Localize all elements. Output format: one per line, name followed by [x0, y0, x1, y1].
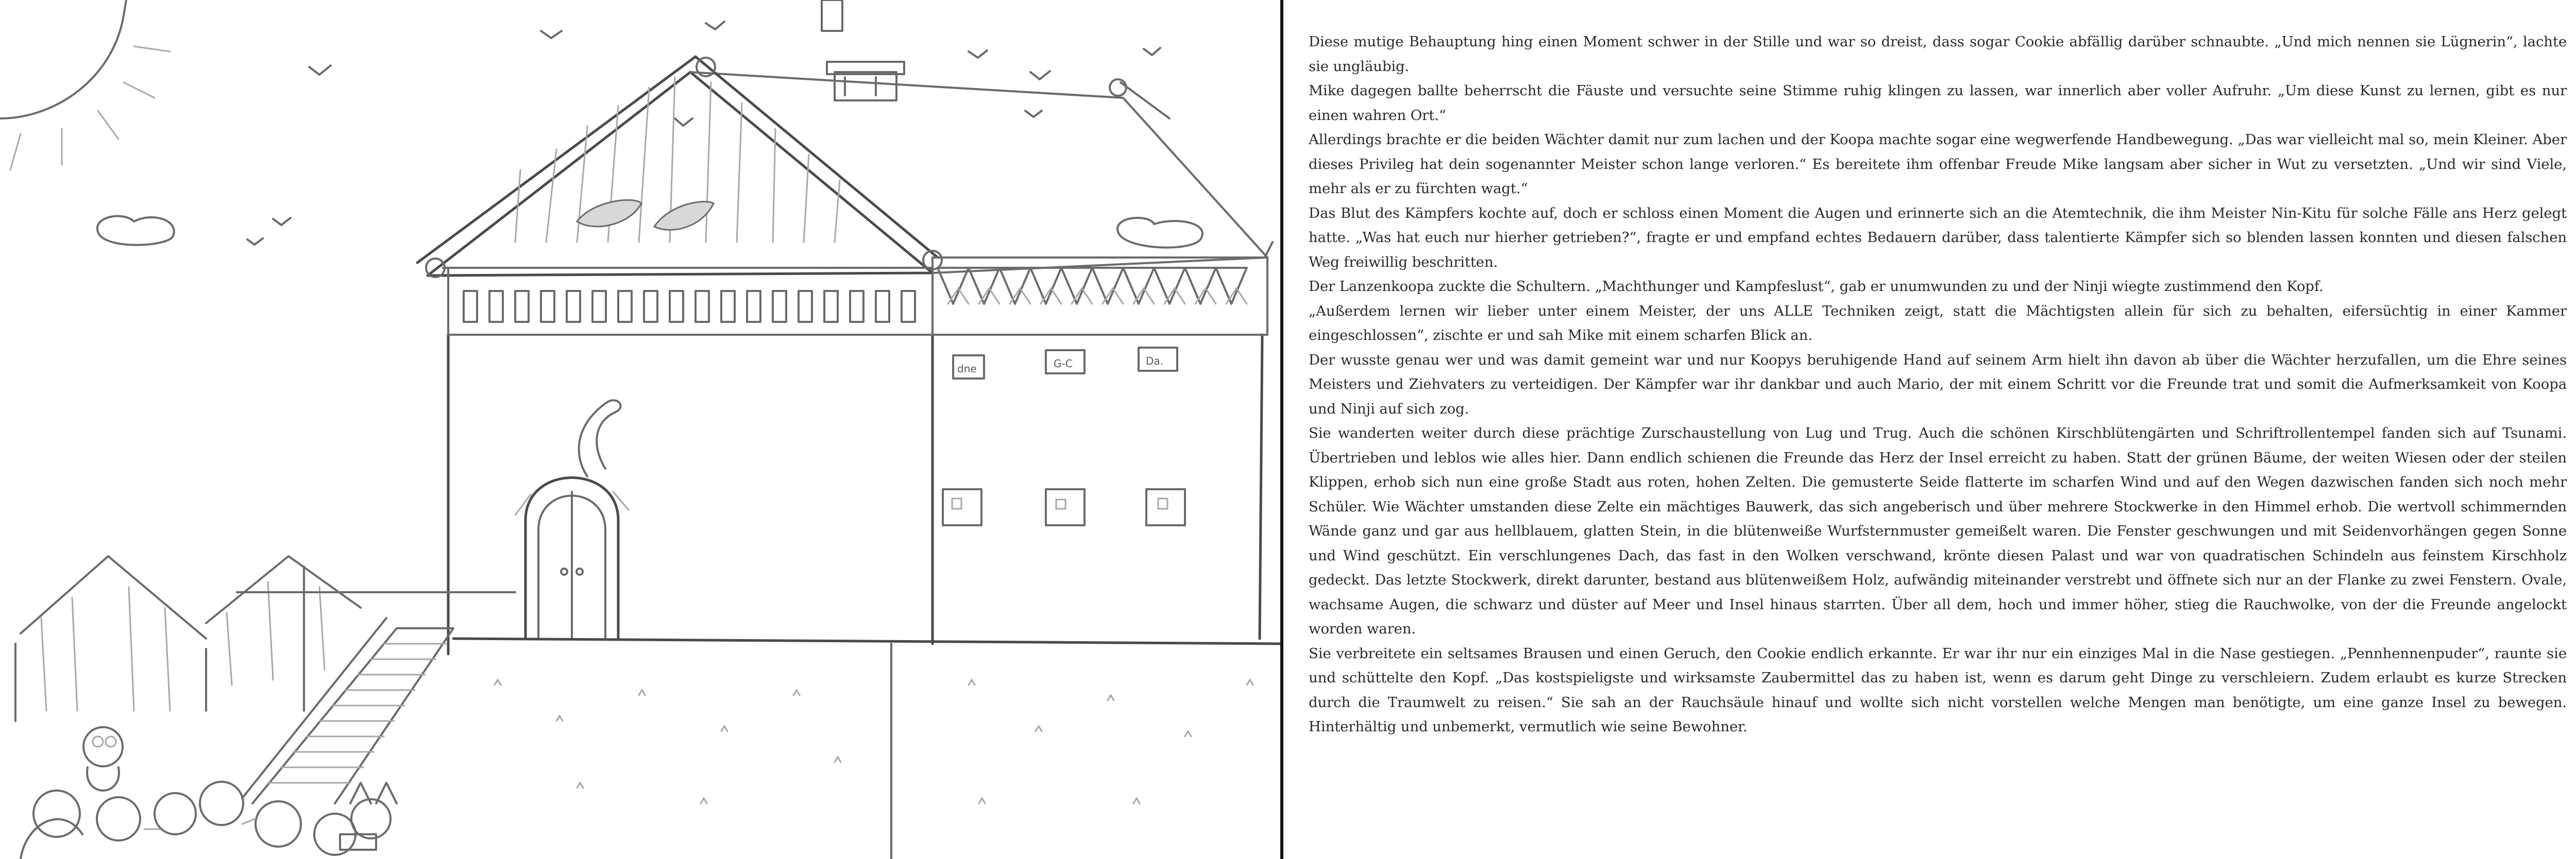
story-text	[1309, 30, 2567, 833]
paragraph: „Außerdem lernen wir lieber unter einem Meister, der uns ALLE Techniken zeigt, statt die Mächtigsten allein für sich zu behalten, eifersüchtig in einer Kammer eingeschlossen“, zischte er und sah Mike mit einem scharfen Blick an.	[1309, 302, 2567, 343]
island-edge	[453, 639, 1280, 859]
staircase-icon	[242, 618, 453, 803]
window-row-icon	[464, 291, 915, 322]
paragraph: Allerdings brachte er die beiden Wächter damit nur zum lachen und der Koopa machte sogar eine wegwerfende Handbewegung. „Das war vielleicht mal so, mein Kleiner. Aber dieses Privileg hat dein sogenannter Meister schon lange verloren.“ Es bereitete ihm offenbar Freude Mike langsam aber sicher in Wut zu versetzten. „Und wir sind Viele, mehr als er zu fürchten wagt.“	[1309, 131, 2567, 197]
chimney-icon	[822, 0, 904, 100]
window-label: G-C	[1054, 357, 1073, 370]
paragraph: Sie verbreitete ein seltsames Brausen und einen Geruch, den Cookie endlich erkannte. Er war ihr nur ein einziges Mal in die Nase gestiegen. „Pennhennenpuder“, raunte sie und schüttelte den Kopf. „Das kostspieligste und wirksamste Zaubermittel das zu haben ist, wenn es darum geht Dinge zu verschleiern. Zudem erlaubt es kurze Strecken durch die Traumwelt zu reisen.“ Sie sah an der Rauchsäule hinauf und wollte sich nicht vorstellen welche Mengen man benötigte, um eine ganze Insel zu bewegen. Hinterhältig und unbemerkt, vermutlich wie seine Bewohner.	[1309, 645, 2567, 735]
illustration-panel	[0, 0, 1280, 859]
paragraph: Der Lanzenkoopa zuckte die Schultern. „Machthunger und Kampfeslust“, gab er unumwunden zu und der Ninji wiegte zustimmend den Kopf.	[1309, 278, 2324, 295]
characters-group-icon	[21, 727, 397, 859]
palace-door	[515, 400, 629, 639]
tents-icon	[15, 556, 515, 721]
sun-icon	[0, 0, 170, 170]
paragraph: Das Blut des Kämpfers kochte auf, doch er schloss einen Moment die Augen und erinnerte sich an die Atemtechnik, die ihm Meister Nin-Kitu für solche Fälle ans Herz gelegt hatte. „Was hat euch nur hierher getrieben?“, fragte er und empfand echtes Bedauern darüber, dass talentierte Kämpfer sich so blenden lassen konnten und diesen falschen Weg freiwillig beschritten.	[1309, 204, 2567, 270]
shuriken-pattern-icon	[938, 268, 1247, 304]
paragraph: Der wusste genau wer und was damit gemeint war und nur Koopys beruhigende Hand auf seinem Arm hielt ihn davon ab über die Wächter herzufallen, um die Ehre seines Meisters und Ziehvaters zu verteidigen. Der Kämpfer war ihr dankbar und auch Mario, der mit einem Schritt vor die Freunde trat und somit die Aufmerksamkeit von Koopa und Ninji auf sich zog.	[1309, 351, 2567, 417]
window-label: dne	[957, 363, 977, 375]
paragraph: Diese mutige Behauptung hing einen Moment schwer in der Stille und war so dreist, dass sogar Cookie abfällig darüber schnaubte. „Und mich nennen sie Lügnerin“, lachte sie ungläubig.	[1309, 33, 2567, 75]
pencil-drawing-palace-on-island	[0, 0, 1280, 859]
paragraph: Sie wanderten weiter durch diese prächtige Zurschaustellung von Lug und Trug. Auch die schönen Kirschblütengärten und Schriftrollentempel fanden sich auf Tsunami. Übertrieben und leblos wie alles hier. Dann endlich schienen die Freunde das Herz der Insel erreicht zu haben. Statt der grünen Bäume, der weiten Wiesen oder der steilen Klippen, erhob sich nun eine große Stadt aus roten, hohen Zelten. Die gemusterte Seide flatterte im scharfen Wind und auf den Wegen dazwischen fanden sich noch mehr Schüler. Wie Wächter umstanden diese Zelte ein mächtiges Bauwerk, das sich angeberisch und über mehrere Stockwerke in den Himmel erhob. Die wertvoll schimmernden Wände ganz und gar aus hellblauem, glatten Stein, in die blütenweiße Wurfsternmuster gemeißelt waren. Die Fenster geschwungen und mit Seidenvorhängen gegen Sonne und Wind geschützt. Ein verschlungenes Dach, das fast in den Wolken verschwand, krönte diesen Palast und war von quadratischen Schindeln aus feinstem Kirschholz gedeckt. Das letzte Stockwerk, direkt darunter, bestand aus blütenweißem Holz, aufwändig miteinander verstrebt und öffnete sich nur an der Flanke zu zwei Fenstern. Ovale, wachsame Augen, die schwarz und düster auf Meer und Insel hinaus starrten. Über all dem, hoch und immer höher, stieg die Rauchwolke, von der die Freunde angelockt worden waren.	[1309, 425, 2567, 637]
right-eye-window	[654, 201, 714, 230]
palace-upper-floor	[448, 257, 1267, 335]
left-eye-window	[577, 200, 641, 226]
page-divider	[1280, 0, 1283, 859]
paragraph: Mike dagegen ballte beherrscht die Fäuste und versuchte seine Stimme ruhig klingen zu lassen, war innerlich aber voller Aufruhr. „Um diese Kunst zu lernen, gibt es nur einen wahren Ort.“	[1309, 82, 2567, 124]
cloud-icon	[97, 216, 1202, 248]
window-label: Da.	[1146, 355, 1164, 367]
